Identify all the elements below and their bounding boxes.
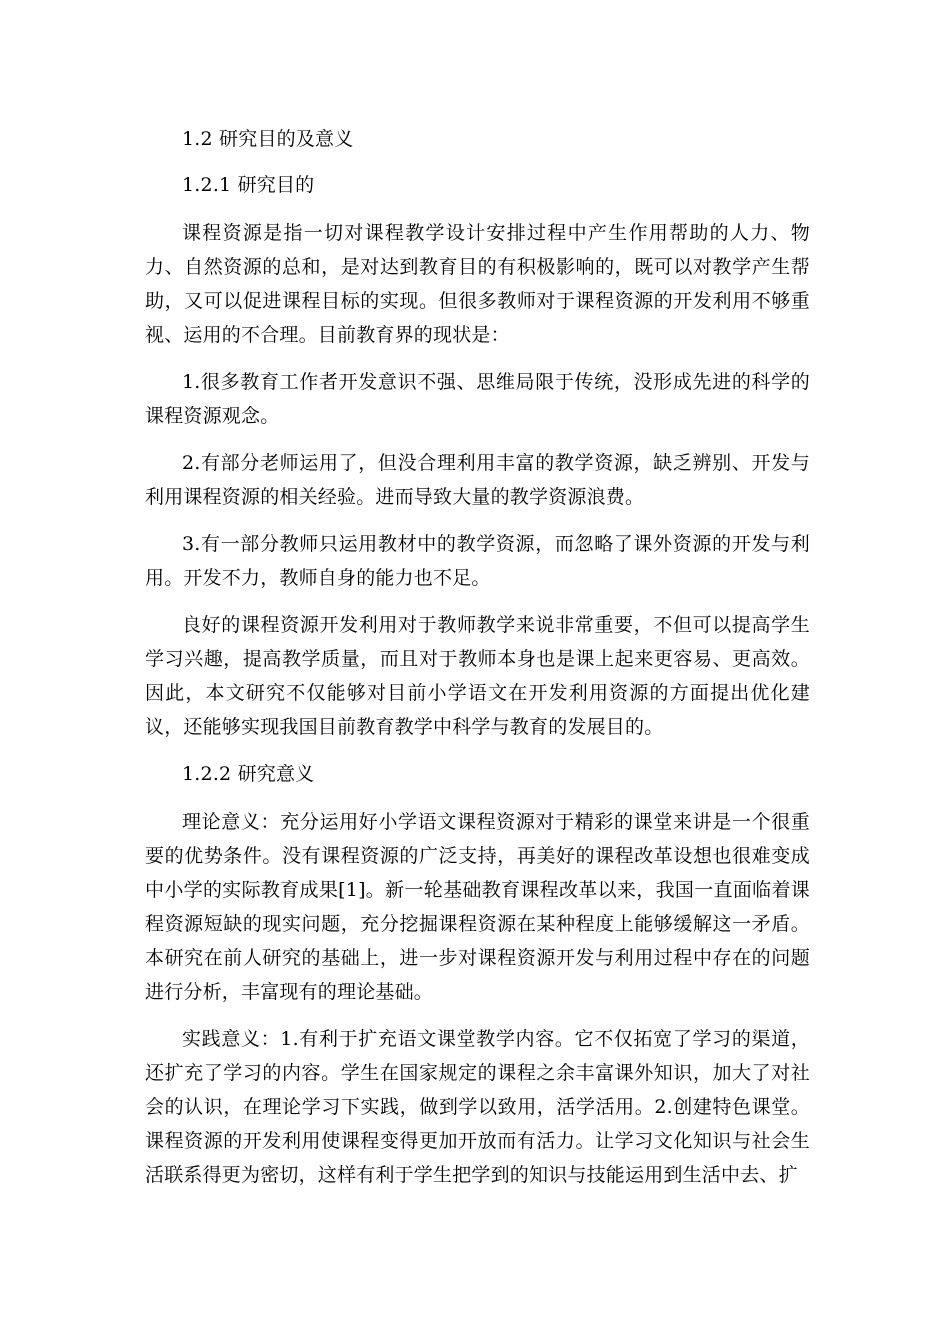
paragraph-purpose-intro: 课程资源是指一切对课程教学设计安排过程中产生作用帮助的人力、物力、自然资源的总和，是对达到教育目的有积极影响的，既可以对教学产生帮助，又可以促进课程目标的实现。但很多教师对于课程资源的开发利用不够重视、运用的不合理。目前教育界的现状是：	[145, 222, 810, 346]
paragraph-practical-significance: 实践意义：1.有利于扩充语文课堂教学内容。它不仅拓宽了学习的渠道，还扩充了学习的内容。学生在国家规定的课程之余丰富课外知识，加大了对社会的认识，在理论学习下实践，做到学以致用，活学活用。2.创建特色课堂。课程资源的开发利用使课程变得更加开放而有活力。让学习文化知识与社会生活联系得更为密切，这样有利于学生把学到的知识与技能运用到生活中去、扩	[145, 1028, 810, 1186]
paragraph-purpose-item-1: 1.很多教育工作者开发意识不强、思维局限于传统，没形成先进的科学的课程资源观念。	[145, 371, 810, 427]
subsection-significance-title: 1.2.2 研究意义	[182, 763, 315, 785]
paragraph-theoretical-significance: 理论意义：充分运用好小学语文课程资源对于精彩的课堂来讲是一个很重要的优势条件。没有课程资源的广泛支持，再美好的课程改革设想也很难变成中小学的实际教育成果[1]。新一轮基础教育课程改革以来，我国一直面临着课程资源短缺的现实问题，充分挖掘课程资源在某种程度上能够缓解这一矛盾。本研究在前人研究的基础上，进一步对课程资源开发与利用过程中存在的问题进行分析，丰富现有的理论基础。	[145, 811, 810, 1003]
paragraph-purpose-item-3: 3.有一部分教师只运用教材中的教学资源，而忽略了课外资源的开发与利用。开发不力，教师自身的能力也不足。	[145, 533, 810, 589]
paragraph-purpose-conclusion: 良好的课程资源开发利用对于教师教学来说非常重要，不但可以提高学生学习兴趣，提高教学质量，而且对于教师本身也是课上起来更容易、更高效。因此，本文研究不仅能够对目前小学语文在开发利用资源的方面提出优化建议，还能够实现我国目前教育教学中科学与教育的发展目的。	[145, 614, 810, 738]
subsection-purpose-title: 1.2.1 研究目的	[182, 174, 315, 196]
paragraph-purpose-item-2: 2.有部分老师运用了，但没合理利用丰富的教学资源，缺乏辨别、开发与利用课程资源的相关经验。进而导致大量的教学资源浪费。	[145, 452, 810, 508]
section-title: 1.2 研究目的及意义	[182, 128, 354, 150]
document-body	[145, 122, 810, 1205]
